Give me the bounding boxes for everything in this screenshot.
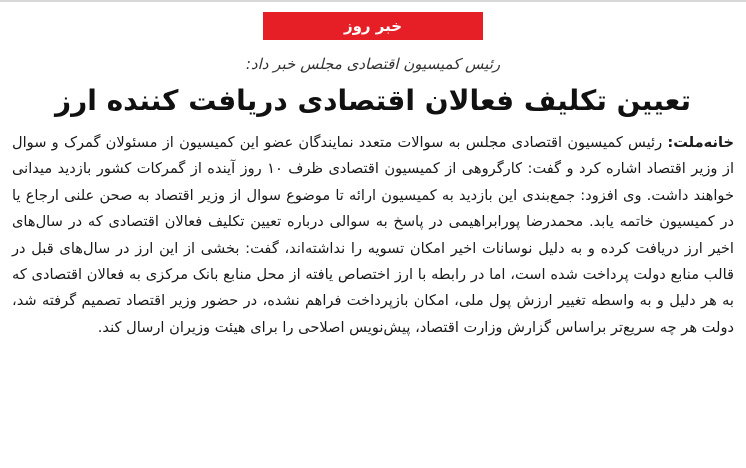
section-kicker: خبر روز — [263, 12, 483, 40]
article-headline: تعیین تکلیف فعالان اقتصادی دریافت کننده ارز — [55, 84, 691, 117]
article-subhead: رئیس کمیسیون اقتصادی مجلس خبر داد: — [245, 55, 501, 73]
article-body-text: رئیس کمیسیون اقتصادی مجلس به سوالات متعدد نمایندگان عضو این کمیسیون از مسئولان گمرک و سوال از وزیر اقتصاد اشاره کرد و گفت: کارگروهی از کمیسیون اقتصادی ظرف ۱۰ روز آینده از گمرکات کشور بازدید میدانی خواهند داشت. وی افزود: جمع‌بندی این بازدید به کمیسیون ارائه تا موضوع سوال از وزیر اقتصاد به صحن علنی ارجاع یا در کمیسیون خاتمه یابد. محمدرضا پورابراهیمی در پاسخ به سوالی درباره تعیین تکلیف فعالان اقتصادی که در سال‌های اخیر ارز دریافت کرده و به دلیل نوسانات اخیر امکان تسویه را نداشته‌اند، گفت: بخشی از این ارز در سال‌های قبل در قالب منابع دولت پرداخت شده است، اما در رابطه با ارز اختصاص یافته از محل منابع بانک مرکزی به فعالان اقتصادی که به هر دلیل و به واسطه تغییر ارزش پول ملی، امکان بازپرداخت فراهم نشده، در حضور وزیر اقتصاد تصمیم گرفته شد، دولت هر چه سریع‌تر براساس گزارش وزارت اقتصاد، پیش‌نویس اصلاحی را برای هیئت وزیران ارسال کند. — [12, 134, 734, 336]
kicker-wrap — [12, 12, 734, 40]
article-source-lead: خانه‌ملت: — [667, 134, 734, 151]
article-body — [12, 130, 734, 341]
